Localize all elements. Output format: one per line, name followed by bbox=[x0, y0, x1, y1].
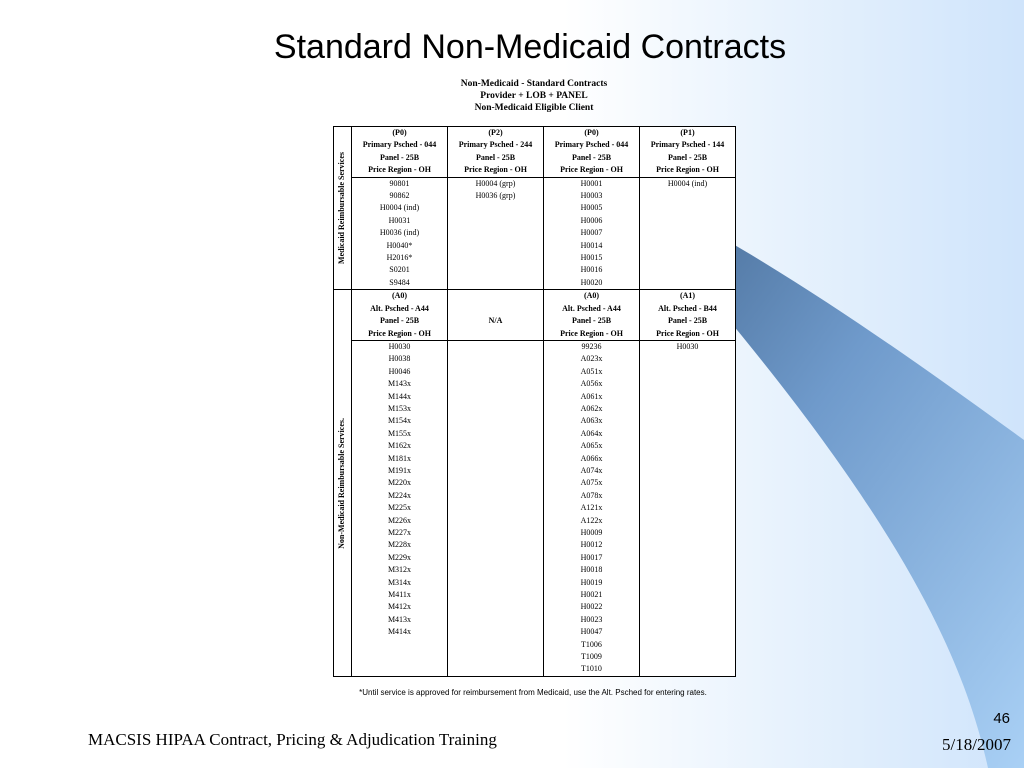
table-cell bbox=[640, 453, 736, 465]
table-row bbox=[334, 340, 736, 353]
table-cell: A061x bbox=[544, 391, 640, 403]
table-cell: Panel - 25B bbox=[352, 315, 448, 327]
table-cell bbox=[640, 391, 736, 403]
table-cell bbox=[640, 202, 736, 214]
table-row bbox=[334, 366, 736, 378]
table-row bbox=[334, 577, 736, 589]
slide-date: 5/18/2007 bbox=[942, 735, 1011, 754]
table-cell bbox=[640, 428, 736, 440]
table-cell: H0023 bbox=[544, 614, 640, 626]
table-cell bbox=[448, 614, 544, 626]
table-cell bbox=[448, 502, 544, 514]
table-cell: Panel - 25B bbox=[544, 152, 640, 164]
table-row bbox=[334, 428, 736, 440]
table-row bbox=[334, 440, 736, 452]
table-cell: M225x bbox=[352, 502, 448, 514]
table-cell: M153x bbox=[352, 403, 448, 415]
table-cell bbox=[448, 564, 544, 576]
table-cell bbox=[640, 626, 736, 638]
table-cell bbox=[640, 589, 736, 601]
table-cell: A121x bbox=[544, 502, 640, 514]
table-cell: Alt. Psched - B44 bbox=[640, 303, 736, 315]
table-cell bbox=[640, 366, 736, 378]
table-cell bbox=[640, 601, 736, 613]
table-cell bbox=[448, 353, 544, 365]
table-cell: Price Region - OH bbox=[352, 164, 448, 177]
table-cell bbox=[448, 539, 544, 551]
table-header-row bbox=[334, 139, 736, 151]
table-header-row bbox=[334, 315, 736, 327]
table-cell bbox=[640, 227, 736, 239]
table-cell: H0040* bbox=[352, 240, 448, 252]
table-cell bbox=[448, 378, 544, 390]
table-cell bbox=[640, 378, 736, 390]
table-cell bbox=[352, 651, 448, 663]
table-cell bbox=[640, 564, 736, 576]
table-cell: H0022 bbox=[544, 601, 640, 613]
table-cell: M411x bbox=[352, 589, 448, 601]
table-row bbox=[334, 601, 736, 613]
table-cell: H0001 bbox=[544, 177, 640, 190]
table-cell bbox=[448, 527, 544, 539]
table-cell: (P2) bbox=[448, 127, 544, 140]
table-cell bbox=[640, 264, 736, 276]
table-cell: H0004 (ind) bbox=[640, 177, 736, 190]
table-cell bbox=[448, 277, 544, 290]
table-cell: H0016 bbox=[544, 264, 640, 276]
contracts-table bbox=[333, 126, 736, 677]
table-cell bbox=[640, 639, 736, 651]
table-cell: Panel - 25B bbox=[448, 152, 544, 164]
table-cell: H0005 bbox=[544, 202, 640, 214]
table-cell: T1010 bbox=[544, 663, 640, 676]
table-cell bbox=[448, 651, 544, 663]
table-row bbox=[334, 264, 736, 276]
table-cell bbox=[352, 663, 448, 676]
table-cell bbox=[448, 515, 544, 527]
table-cell bbox=[640, 465, 736, 477]
table-cell: (A0) bbox=[544, 290, 640, 303]
table-row bbox=[334, 403, 736, 415]
table-cell bbox=[640, 515, 736, 527]
table-cell bbox=[448, 626, 544, 638]
table-cell: H0006 bbox=[544, 215, 640, 227]
table-row bbox=[334, 415, 736, 427]
table-cell bbox=[640, 539, 736, 551]
footnote: *Until service is approved for reimbursement from Medicaid, use the Alt. Psched for entering rates. bbox=[359, 688, 707, 697]
table-cell: A062x bbox=[544, 403, 640, 415]
table-cell: A023x bbox=[544, 353, 640, 365]
table-cell: Panel - 25B bbox=[640, 315, 736, 327]
table-cell: 90862 bbox=[352, 190, 448, 202]
table-cell: H0019 bbox=[544, 577, 640, 589]
table-cell: H0004 (grp) bbox=[448, 177, 544, 190]
table-header-row bbox=[334, 127, 736, 140]
table-cell: N/A bbox=[448, 315, 544, 327]
table-cell bbox=[640, 552, 736, 564]
table-row bbox=[334, 353, 736, 365]
table-row bbox=[334, 626, 736, 638]
table-cell: M162x bbox=[352, 440, 448, 452]
table-row bbox=[334, 477, 736, 489]
table-cell: A056x bbox=[544, 378, 640, 390]
table-cell: M312x bbox=[352, 564, 448, 576]
table-cell: 90801 bbox=[352, 177, 448, 190]
table-cell: (A0) bbox=[352, 290, 448, 303]
table-row bbox=[334, 378, 736, 390]
table-row bbox=[334, 552, 736, 564]
table-row bbox=[334, 465, 736, 477]
vertical-label: Medicaid Reimbursable Services bbox=[337, 152, 347, 265]
table-cell: Price Region - OH bbox=[544, 164, 640, 177]
page-number: 46 bbox=[993, 710, 1010, 727]
table-cell: Panel - 25B bbox=[352, 152, 448, 164]
table-cell: M414x bbox=[352, 626, 448, 638]
table-row bbox=[334, 539, 736, 551]
table-cell bbox=[448, 465, 544, 477]
table-cell bbox=[640, 663, 736, 676]
table-cell: Panel - 25B bbox=[640, 152, 736, 164]
table-cell: S0201 bbox=[352, 264, 448, 276]
table-cell bbox=[448, 428, 544, 440]
table-cell: A122x bbox=[544, 515, 640, 527]
slide-title: Standard Non-Medicaid Contracts bbox=[273, 28, 787, 66]
table-cell: M220x bbox=[352, 477, 448, 489]
table-row bbox=[334, 663, 736, 676]
table-cell: H0038 bbox=[352, 353, 448, 365]
table-cell bbox=[448, 252, 544, 264]
table-row bbox=[334, 190, 736, 202]
table-cell: Price Region - OH bbox=[448, 164, 544, 177]
table-row bbox=[334, 202, 736, 214]
table-cell: H0003 bbox=[544, 190, 640, 202]
table-cell: H0047 bbox=[544, 626, 640, 638]
table-cell bbox=[448, 490, 544, 502]
footer-text: MACSIS HIPAA Contract, Pricing & Adjudication Training bbox=[88, 730, 497, 749]
table-row bbox=[334, 215, 736, 227]
table-row bbox=[334, 490, 736, 502]
table-cell: Panel - 25B bbox=[544, 315, 640, 327]
table-cell bbox=[640, 252, 736, 264]
table-row bbox=[334, 177, 736, 190]
table-row bbox=[334, 227, 736, 239]
table-cell: M228x bbox=[352, 539, 448, 551]
table-header-row bbox=[334, 328, 736, 341]
table-cell: H0030 bbox=[640, 340, 736, 353]
table-cell: H0009 bbox=[544, 527, 640, 539]
table-cell: Price Region - OH bbox=[640, 328, 736, 341]
table-header-row bbox=[334, 164, 736, 177]
table-header-row bbox=[334, 290, 736, 303]
table-cell: H0046 bbox=[352, 366, 448, 378]
table-row bbox=[334, 589, 736, 601]
table-cell bbox=[640, 240, 736, 252]
table-cell: M224x bbox=[352, 490, 448, 502]
subtitle-line: Non-Medicaid Eligible Client bbox=[474, 103, 594, 113]
table-row bbox=[334, 651, 736, 663]
table-cell: (A1) bbox=[640, 290, 736, 303]
table-row bbox=[334, 564, 736, 576]
table-cell bbox=[448, 366, 544, 378]
table-cell: Primary Psched - 044 bbox=[352, 139, 448, 151]
table-row bbox=[334, 502, 736, 514]
subtitle-line: Non-Medicaid - Standard Contracts bbox=[460, 79, 608, 89]
table-cell bbox=[448, 415, 544, 427]
table-cell bbox=[448, 202, 544, 214]
table-cell: T1009 bbox=[544, 651, 640, 663]
table-cell: H0014 bbox=[544, 240, 640, 252]
table-cell: H0020 bbox=[544, 277, 640, 290]
table-cell bbox=[448, 227, 544, 239]
table-cell bbox=[640, 403, 736, 415]
table-cell bbox=[640, 277, 736, 290]
table-cell bbox=[640, 490, 736, 502]
table-cell bbox=[640, 477, 736, 489]
table-row bbox=[334, 277, 736, 290]
table-cell bbox=[448, 552, 544, 564]
table-cell: T1006 bbox=[544, 639, 640, 651]
table-cell bbox=[448, 453, 544, 465]
table-cell bbox=[640, 614, 736, 626]
table-cell bbox=[448, 303, 544, 315]
table-cell: S9484 bbox=[352, 277, 448, 290]
table-cell bbox=[448, 215, 544, 227]
section-side-label bbox=[334, 290, 352, 677]
table-cell: Price Region - OH bbox=[640, 164, 736, 177]
table-cell: H0031 bbox=[352, 215, 448, 227]
table-row bbox=[334, 639, 736, 651]
table-cell: A051x bbox=[544, 366, 640, 378]
table-cell: Primary Psched - 244 bbox=[448, 139, 544, 151]
table-cell: Price Region - OH bbox=[544, 328, 640, 341]
table-cell: H0004 (ind) bbox=[352, 202, 448, 214]
table-row bbox=[334, 453, 736, 465]
table-row bbox=[334, 614, 736, 626]
table-cell: 99236 bbox=[544, 340, 640, 353]
table-cell bbox=[640, 215, 736, 227]
table-subtitle bbox=[333, 78, 735, 114]
table-cell bbox=[448, 328, 544, 341]
table-cell bbox=[448, 477, 544, 489]
table-cell bbox=[448, 663, 544, 676]
table-header-row bbox=[334, 152, 736, 164]
table-cell: M413x bbox=[352, 614, 448, 626]
table-cell bbox=[448, 589, 544, 601]
table-cell bbox=[640, 190, 736, 202]
table-cell: H0036 (grp) bbox=[448, 190, 544, 202]
table-cell: (P0) bbox=[352, 127, 448, 140]
table-cell: (P1) bbox=[640, 127, 736, 140]
table-cell: M226x bbox=[352, 515, 448, 527]
table-cell: H0021 bbox=[544, 589, 640, 601]
section-side-label bbox=[334, 127, 352, 290]
table-cell bbox=[448, 240, 544, 252]
table-cell bbox=[640, 577, 736, 589]
table-cell: M155x bbox=[352, 428, 448, 440]
table-cell bbox=[640, 527, 736, 539]
table-cell bbox=[448, 577, 544, 589]
table-cell: A066x bbox=[544, 453, 640, 465]
table-cell bbox=[448, 340, 544, 353]
table-cell bbox=[640, 502, 736, 514]
table-cell: H0007 bbox=[544, 227, 640, 239]
table-cell bbox=[448, 440, 544, 452]
table-cell bbox=[448, 391, 544, 403]
table-header-row bbox=[334, 303, 736, 315]
table-cell: H0018 bbox=[544, 564, 640, 576]
table-cell: M227x bbox=[352, 527, 448, 539]
table-cell: A074x bbox=[544, 465, 640, 477]
table-cell: M154x bbox=[352, 415, 448, 427]
table-cell: M314x bbox=[352, 577, 448, 589]
table-cell bbox=[448, 601, 544, 613]
table-cell bbox=[448, 264, 544, 276]
table-cell: H0015 bbox=[544, 252, 640, 264]
table-cell: M143x bbox=[352, 378, 448, 390]
table-cell: M191x bbox=[352, 465, 448, 477]
table-row bbox=[334, 391, 736, 403]
table-cell: H2016* bbox=[352, 252, 448, 264]
table-cell: Primary Psched - 044 bbox=[544, 139, 640, 151]
table-cell: A078x bbox=[544, 490, 640, 502]
table-cell: A065x bbox=[544, 440, 640, 452]
table-cell: H0036 (ind) bbox=[352, 227, 448, 239]
table-cell: Alt. Psched - A44 bbox=[544, 303, 640, 315]
table-cell: A064x bbox=[544, 428, 640, 440]
table-cell bbox=[352, 639, 448, 651]
table-cell bbox=[448, 639, 544, 651]
table-cell: M412x bbox=[352, 601, 448, 613]
table-cell: A075x bbox=[544, 477, 640, 489]
table-row bbox=[334, 527, 736, 539]
table-cell: (P0) bbox=[544, 127, 640, 140]
table-cell: Primary Psched - 144 bbox=[640, 139, 736, 151]
table-cell: M229x bbox=[352, 552, 448, 564]
table-row bbox=[334, 252, 736, 264]
table-cell bbox=[640, 415, 736, 427]
table-cell bbox=[448, 403, 544, 415]
table-cell: Price Region - OH bbox=[352, 328, 448, 341]
table-cell bbox=[640, 440, 736, 452]
table-cell bbox=[640, 353, 736, 365]
table-cell: A063x bbox=[544, 415, 640, 427]
table-row bbox=[334, 240, 736, 252]
vertical-label: Non-Medicaid Reimbursable Services. bbox=[337, 417, 347, 549]
table-cell bbox=[448, 290, 544, 303]
table-cell: M181x bbox=[352, 453, 448, 465]
table-cell: M144x bbox=[352, 391, 448, 403]
table-cell: H0017 bbox=[544, 552, 640, 564]
subtitle-line: Provider + LOB + PANEL bbox=[480, 91, 588, 101]
table-cell bbox=[640, 651, 736, 663]
table-cell: H0012 bbox=[544, 539, 640, 551]
table-cell: H0030 bbox=[352, 340, 448, 353]
table-cell: Alt. Psched - A44 bbox=[352, 303, 448, 315]
table-row bbox=[334, 515, 736, 527]
